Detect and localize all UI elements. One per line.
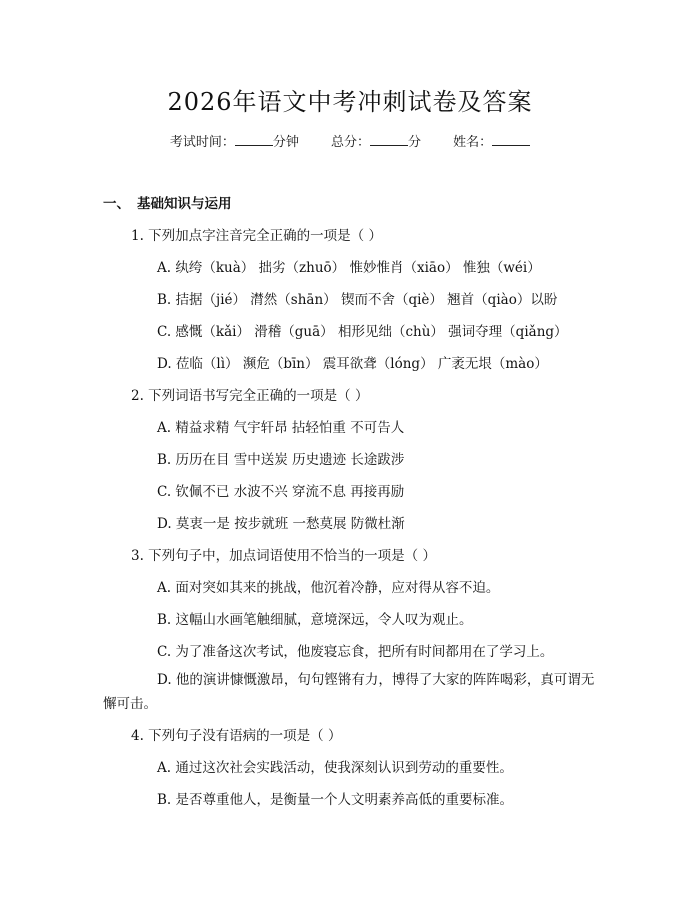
question-2-stem: 2. 下列词语书写完全正确的一项是（ ）	[131, 388, 369, 404]
question-1-option-c: C. 感慨（kǎi） 滑稽（guā） 相形见绌（chù） 强词夺理（qiǎng）	[157, 324, 568, 340]
question-1-option-d: D. 莅临（lì） 濒危（bīn） 震耳欲聋（lóng） 广袤无垠（mào）	[157, 356, 548, 372]
section-number: 一、	[103, 196, 130, 212]
page-title: 2026年语文中考冲刺试卷及答案	[167, 88, 533, 116]
question-4-option-b: B. 是否尊重他人，是衡量一个人文明素养高低的重要标准。	[157, 792, 514, 808]
question-4-stem: 4. 下列句子没有语病的一项是（ ）	[131, 728, 342, 744]
question-1-stem: 1. 下列加点字注音完全正确的一项是（ ）	[131, 228, 382, 244]
total-score-field	[331, 131, 421, 150]
question-1-option-a: A. 纨绔（kuà） 拙劣（zhuō） 惟妙惟肖（xiāo） 惟独（wéi）	[157, 260, 541, 276]
question-3-option-b: B. 这幅山水画笔触细腻，意境深远，令人叹为观止。	[157, 612, 473, 628]
question-2-option-c: C. 钦佩不已 水波不兴 穿流不息 再接再励	[157, 484, 405, 500]
question-4-option-a: A. 通过这次社会实践活动，使我深刻认识到劳动的重要性。	[157, 760, 513, 776]
student-name-label: 姓名：	[453, 135, 493, 150]
question-3-option-d: D. 他的演讲慷慨激昂，句句铿锵有力，博得了大家的阵阵喝彩，真可谓无懈可击。	[103, 672, 595, 712]
question-3-option-a: A. 面对突如其来的挑战，他沉着冷静，应对得从容不迫。	[157, 580, 500, 596]
student-name-blank	[492, 133, 530, 146]
question-3-stem: 3. 下列句子中，加点词语使用不恰当的一项是（ ）	[131, 548, 436, 564]
student-name-field	[453, 131, 530, 150]
exam-time-field	[170, 131, 299, 150]
question-1-option-b: B. 拮据（jié） 潸然（shān） 锲而不舍（qiè） 翘首（qiào）以盼	[157, 292, 558, 308]
total-score-blank	[370, 133, 408, 146]
total-score-label: 总分：	[330, 135, 370, 150]
exam-info-line	[0, 131, 700, 150]
question-2-option-b: B. 历历在目 雪中送炭 历史遗迹 长途跋涉	[157, 452, 405, 468]
exam-time-unit: 分钟	[272, 135, 299, 150]
section-title: 基础知识与运用	[137, 196, 232, 212]
question-2-option-d: D. 莫衷一是 按步就班 一愁莫展 防微杜渐	[157, 516, 405, 532]
question-2-option-a: A. 精益求精 气宇轩昂 拈轻怕重 不可告人	[157, 420, 405, 436]
exam-time-blank	[235, 133, 273, 146]
total-score-unit: 分	[408, 135, 422, 150]
section-heading	[103, 192, 232, 212]
question-3-option-c: C. 为了准备这次考试，他废寝忘食，把所有时间都用在了学习上。	[157, 644, 554, 660]
exam-time-label: 考试时间：	[169, 135, 235, 150]
